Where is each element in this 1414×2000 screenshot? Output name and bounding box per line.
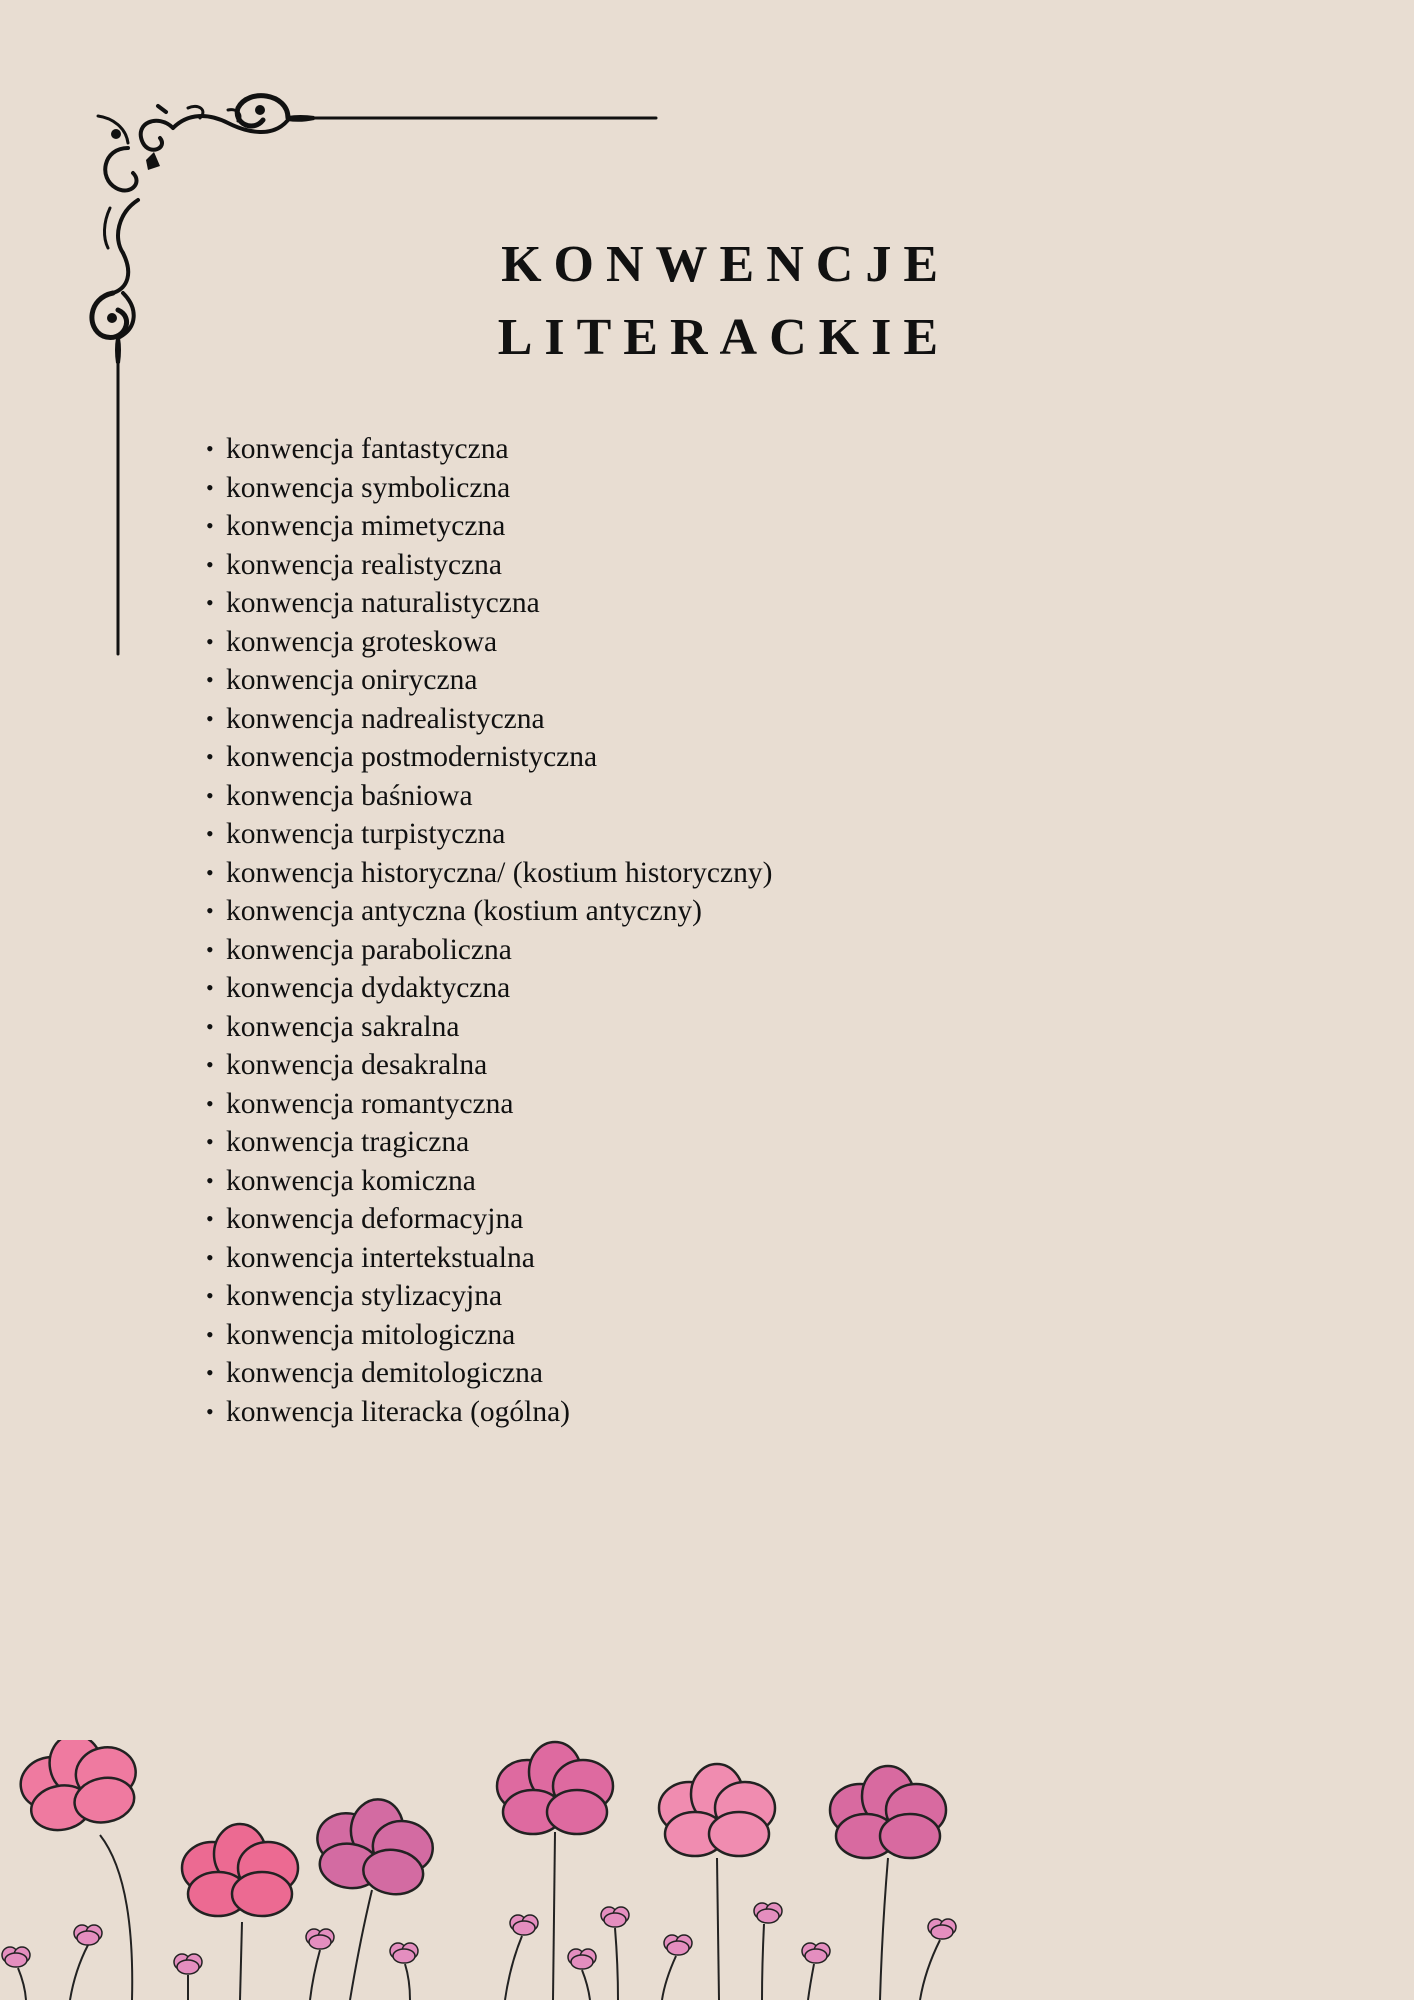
- bullet-icon: •: [206, 1244, 214, 1270]
- list-item: • konwencja desakralna: [206, 1046, 772, 1085]
- list-item: • konwencja realistyczna: [206, 546, 772, 585]
- bullet-icon: •: [206, 628, 214, 654]
- list-item: • konwencja sakralna: [206, 1008, 772, 1047]
- list-item: • konwencja komiczna: [206, 1162, 772, 1201]
- bullet-icon: •: [206, 1013, 214, 1039]
- list-item: • konwencja historyczna/ (kostium historyczny): [206, 854, 772, 893]
- bullet-icon: •: [206, 821, 214, 846]
- bullet-icon: •: [206, 513, 214, 538]
- list-item: • konwencja intertekstualna: [206, 1239, 772, 1278]
- list-item: • konwencja antyczna (kostium antyczny): [206, 892, 772, 931]
- list-item: • konwencja romantyczna: [206, 1085, 772, 1124]
- bullet-icon: •: [206, 705, 214, 731]
- bullet-icon: •: [206, 1129, 214, 1154]
- bullet-icon: •: [206, 1090, 214, 1116]
- bullet-icon: •: [206, 859, 214, 885]
- bullet-icon: •: [206, 667, 214, 692]
- list-item: • konwencja turpistyczna: [206, 815, 772, 854]
- list-item: • konwencja tragiczna: [206, 1123, 772, 1162]
- list-item: • konwencja literacka (ogólna): [206, 1393, 772, 1432]
- conventions-list: [206, 430, 772, 1431]
- bullet-icon: •: [206, 1321, 214, 1347]
- list-item: • konwencja paraboliczna: [206, 931, 772, 970]
- bullet-icon: •: [206, 1052, 214, 1077]
- title-line-2: LITERACKIE: [497, 309, 950, 366]
- list-item: • konwencja nadrealistyczna: [206, 700, 772, 739]
- list-item: • konwencja symboliczna: [206, 469, 772, 508]
- list-item: • konwencja baśniowa: [206, 777, 772, 816]
- bullet-icon: •: [206, 590, 214, 615]
- bullet-icon: •: [206, 782, 214, 808]
- bullet-icon: •: [206, 898, 214, 923]
- bullet-icon: •: [206, 474, 214, 500]
- bullet-icon: •: [206, 936, 214, 962]
- bullet-icon: •: [206, 744, 214, 769]
- flowers-decoration-icon: [0, 1740, 1000, 2000]
- page-title: [420, 228, 950, 374]
- list-item: • konwencja postmodernistyczna: [206, 738, 772, 777]
- list-item: • konwencja dydaktyczna: [206, 969, 772, 1008]
- list-item: • konwencja stylizacyjna: [206, 1277, 772, 1316]
- list-item: • konwencja fantastyczna: [206, 430, 772, 469]
- list-item: • konwencja mitologiczna: [206, 1316, 772, 1355]
- list-item: • konwencja demitologiczna: [206, 1354, 772, 1393]
- bullet-icon: •: [206, 1398, 214, 1424]
- list-item: • konwencja deformacyjna: [206, 1200, 772, 1239]
- list-item: • konwencja mimetyczna: [206, 507, 772, 546]
- list-item: • konwencja naturalistyczna: [206, 584, 772, 623]
- bullet-icon: •: [206, 1360, 214, 1385]
- bullet-icon: •: [206, 436, 214, 461]
- title-line-1: KONWENCJE: [501, 236, 950, 293]
- list-item: • konwencja oniryczna: [206, 661, 772, 700]
- list-item: • konwencja groteskowa: [206, 623, 772, 662]
- bullet-icon: •: [206, 1283, 214, 1308]
- bullet-icon: •: [206, 1206, 214, 1231]
- bullet-icon: •: [206, 975, 214, 1000]
- bullet-icon: •: [206, 1167, 214, 1193]
- bullet-icon: •: [206, 551, 214, 577]
